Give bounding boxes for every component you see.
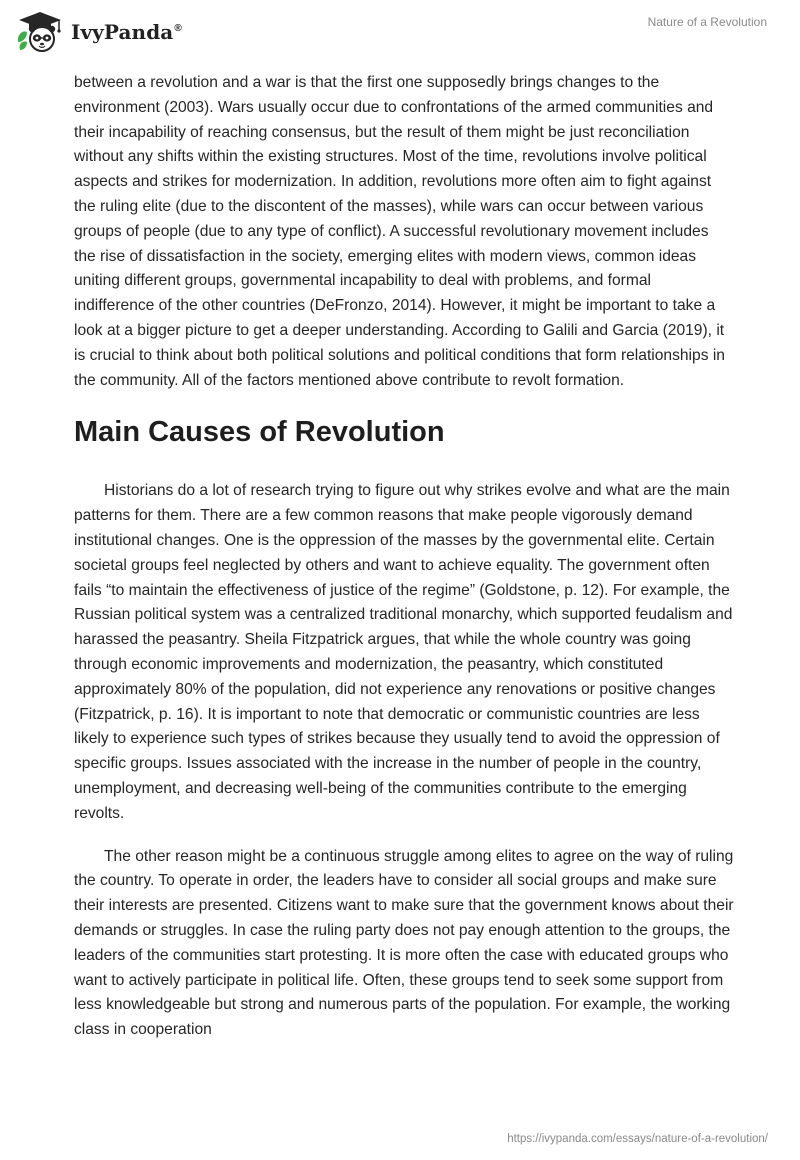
- essay-content: [74, 71, 734, 1043]
- logo-text: IvyPanda®: [71, 20, 182, 44]
- document-title: Nature of a Revolution: [647, 15, 767, 29]
- page-header: [0, 0, 800, 62]
- panda-graduate-icon: [15, 10, 65, 54]
- intro-paragraph: between a revolution and a war is that the first one supposedly brings changes to the environment (2003). Wars usually occur due to confrontations of the armed communities and their incapability of reaching consensus, but the result of them might be just reconciliation without any shifts within the existing structures. Most of the time, revolutions involve political aspects and strikes for modernization. In addition, revolutions more often aim to fight against the ruling elite (due to the discontent of the masses), while wars can occur between various groups of people (due to any type of conflict). A successful revolutionary movement includes the rise of dissatisfaction in the society, emerging elites with modern views, common ideas uniting different groups, governmental incapability to deal with problems, and formal indifference of the other countries (DeFronzo, 2014). However, it might be important to take a look at a bigger picture to get a deeper understanding. According to Galili and Garcia (2019), it is crucial to think about both political solutions and political conditions that form relationships in the community. All of the factors mentioned above contribute to revolt formation.: [74, 74, 725, 389]
- paragraph-causes-2: The other reason might be a continuous struggle among elites to agree on the way of ruling the country. To operate in order, the leaders have to consider all social groups and make sure their interests are presented. Citizens want to make sure that the government knows about their demands or struggles. In case the ruling party does not pay enough attention to the groups, the leaders of the communities start protesting. It is more often the case with educated groups who want to actively participate in political life. Often, these groups tend to seek some support from less knowledgeable but strong and numerous parts of the population. For example, the working class in cooperation: [74, 847, 734, 1039]
- ivypanda-logo[interactable]: [15, 10, 182, 54]
- paragraph-causes-1: Historians do a lot of research trying to figure out why strikes evolve and what are the main patterns for them. There are a few common reasons that make people vigorously demand institutional changes. One is the oppression of the masses by the governmental elite. Certain societal groups feel neglected by others and want to achieve equality. The government often fails “to maintain the effectiveness of justice of the regime” (Goldstone, p. 12). For example, the Russian political system was a centralized traditional monarchy, which supported feudalism and harassed the peasantry. Sheila Fitzpatrick argues, that while the whole country was going through economic improvements and modernization, the peasantry, which constituted approximately 80% of the population, did not experience any renovations or positive changes (Fitzpatrick, p. 16). It is important to note that democratic or communistic countries are less likely to experience such types of strikes because they usually tend to avoid the oppression of specific groups. Issues associated with the increase in the number of people in the country, unemployment, and decreasing well-being of the communities contribute to the emerging revolts.: [74, 482, 733, 822]
- footer-url[interactable]: https://ivypanda.com/essays/nature-of-a-revolution/: [507, 1133, 768, 1145]
- section-heading: Main Causes of Revolution: [74, 416, 445, 449]
